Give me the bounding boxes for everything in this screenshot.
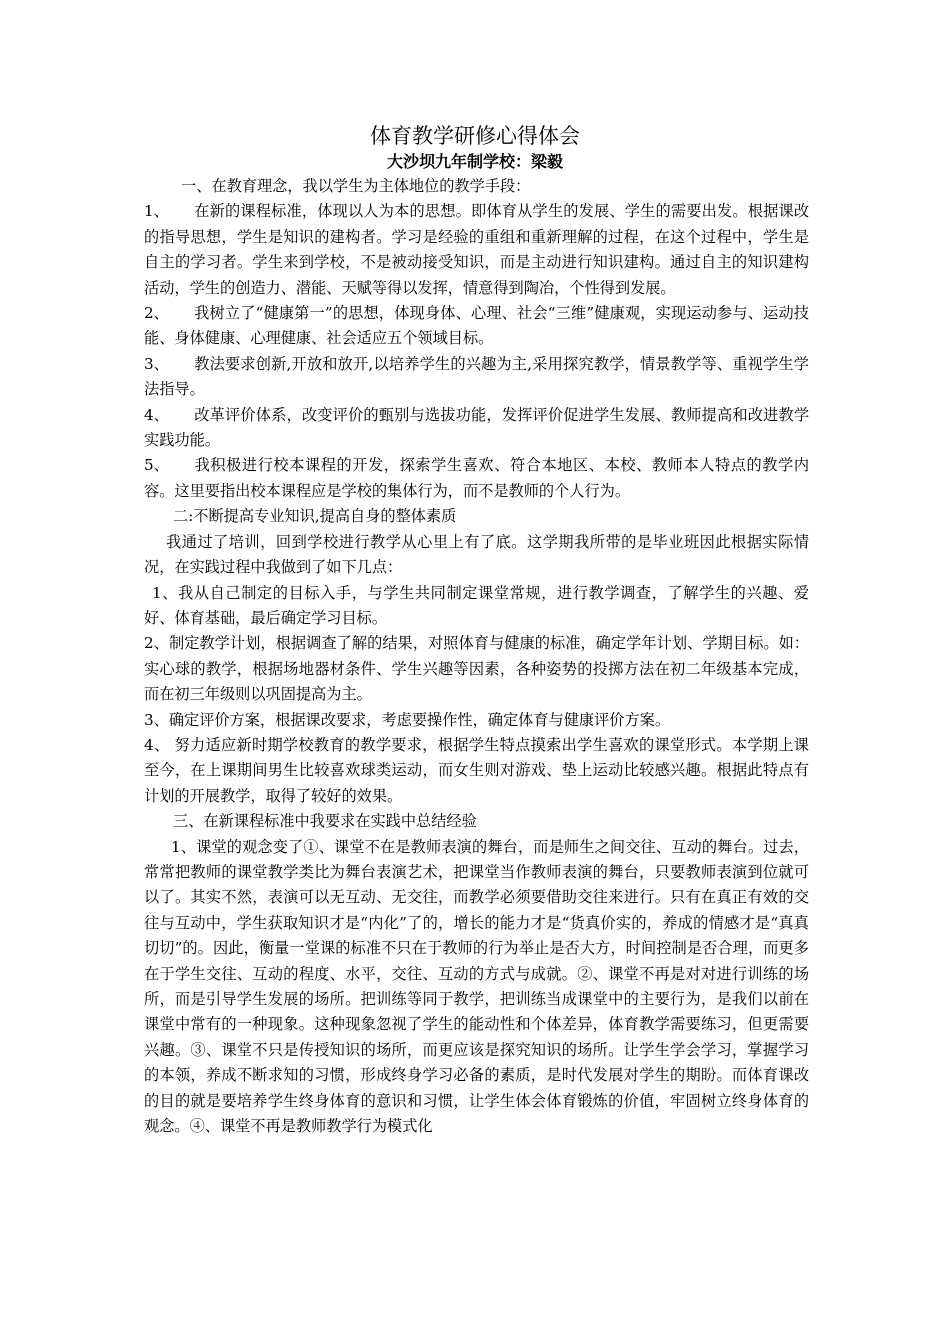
item-number: 5、 (144, 456, 169, 475)
item-text: 改革评价体系，改变评价的甄别与选拔功能，发挥评价促进学生发展、教师提高和改进教学实践功能。 (144, 405, 809, 450)
section2-heading: 二:不断提高专业知识,提高自身的整体素质 (173, 507, 457, 526)
item-text: 教法要求创新,开放和放开,以培养学生的兴趣为主,采用探究教学，情景教学等、重视学生学法指导。 (144, 354, 809, 399)
document-body (144, 174, 809, 1139)
section2-intro: 我通过了培训，回到学校进行教学从心里上有了底。这学期我所带的是毕业班因此根据实际情况，在实践过程中我做到了如下几点： (144, 532, 809, 577)
item-number: 4、 (144, 405, 169, 424)
section1-item-4 (144, 403, 809, 454)
section2-item-3: 3、确定评价方案，根据课改要求，考虑要操作性，确定体育与健康评价方案。 (144, 710, 671, 729)
section1-heading: 一、在教育理念，我以学生为主体地位的教学手段： (181, 177, 531, 195)
item-number: 3、 (144, 354, 169, 373)
section2-item-1: 1、我从自己制定的目标入手，与学生共同制定课堂常规，进行教学调查，了解学生的兴趣、爱好、体育基础，最后确定学习目标。 (144, 583, 809, 627)
item-text: 我树立了“健康第一”的思想，体现身体、心理、社会“三维”健康观，实现运动参与、运动技能、身体健康、心理健康、社会适应五个领域目标。 (144, 304, 809, 348)
author-line: 大沙坝九年制学校：梁毅 (386, 152, 563, 171)
section2-item-2: 2、制定教学计划，根据调查了解的结果，对照体育与健康的标准，确定学年计划、学期目标。如：实心球的教学，根据场地器材条件、学生兴趣等因素，各种姿势的投掷方法在初二年级基本完成，而在初三年级则以巩固提高为主。 (144, 634, 809, 704)
section1-item-3 (144, 352, 809, 403)
item-text: 在新的课程标准，体现以人为本的思想。即体育从学生的发展、学生的需要出发。根据课改的指导思想，学生是知识的建构者。学习是经验的重组和重新理解的过程，在这个过程中，学生是自主的学习者。学生来到学校，不是被动接受知识，而是主动进行知识建构。通过自主的知识建构活动，学生的创造力、潜能、天赋等得以发挥，情意得到陶冶，个性得到发展。 (144, 202, 809, 297)
item-number: 1、 (144, 202, 169, 221)
section3-heading: 三、在新课程标准中我要求在实践中总结经验 (173, 812, 477, 831)
section2-item-4: 4、 努力适应新时期学校教育的教学要求，根据学生特点摸索出学生喜欢的课堂形式。本学期上课至今，在上课期间男生比较喜欢球类运动，而女生则对游戏、垫上运动比较感兴趣。根据此特点有计划的开展教学，取得了较好的效果。 (144, 735, 809, 805)
section1-item-2 (144, 301, 809, 352)
item-number: 2、 (144, 304, 169, 323)
document-title: 体育教学研修心得体会 (370, 124, 580, 148)
section1-item-1 (144, 199, 809, 301)
item-text: 我积极进行校本课程的开发，探索学生喜欢、符合本地区、本校、教师本人特点的教学内容。这里要指出校本课程应是学校的集体行为，而不是教师的个人行为。 (144, 456, 809, 500)
section1-item-5 (144, 453, 809, 504)
section3-paragraph: 1、课堂的观念变了①、课堂不在是教师表演的舞台，而是师生之间交往、互动的舞台。过去，常常把教师的课堂教学类比为舞台表演艺术，把课堂当作教师表演的舞台，只要教师表演到位就可以了。其实不然，表演可以无互动、无交往，而教学必须要借助交往来进行。只有在真正有效的交往与互动中，学生获取知识才是“内化”了的，增长的能力才是“货真价实的，养成的情感才是“真真切切”的。因此，衡量一堂课的标准不只在于教师的行为举止是否大方，时间控制是否合理，而更多在于学生交往、互动的程度、水平，交往、互动的方式与成就。②、课堂不再是对对进行训练的场所，而是引导学生发展的场所。把训练等同于教学，把训练当成课堂中的主要行为，是我们以前在课堂中常有的一种现象。这种现象忽视了学生的能动性和个体差异，体育教学需要练习，但更需要兴趣。③、课堂不只是传授知识的场所，而更应该是探究知识的场所。让学生学会学习，掌握学习的本领，养成不断求知的习惯，形成终身学习必备的素质，是时代发展对学生的期盼。而体育课改的目的就是要培养学生终身体育的意识和习惯，让学生体会体育锻炼的价值，牢固树立终身体育的观念。④、课堂不再是教师教学行为模式化 (144, 837, 809, 1136)
